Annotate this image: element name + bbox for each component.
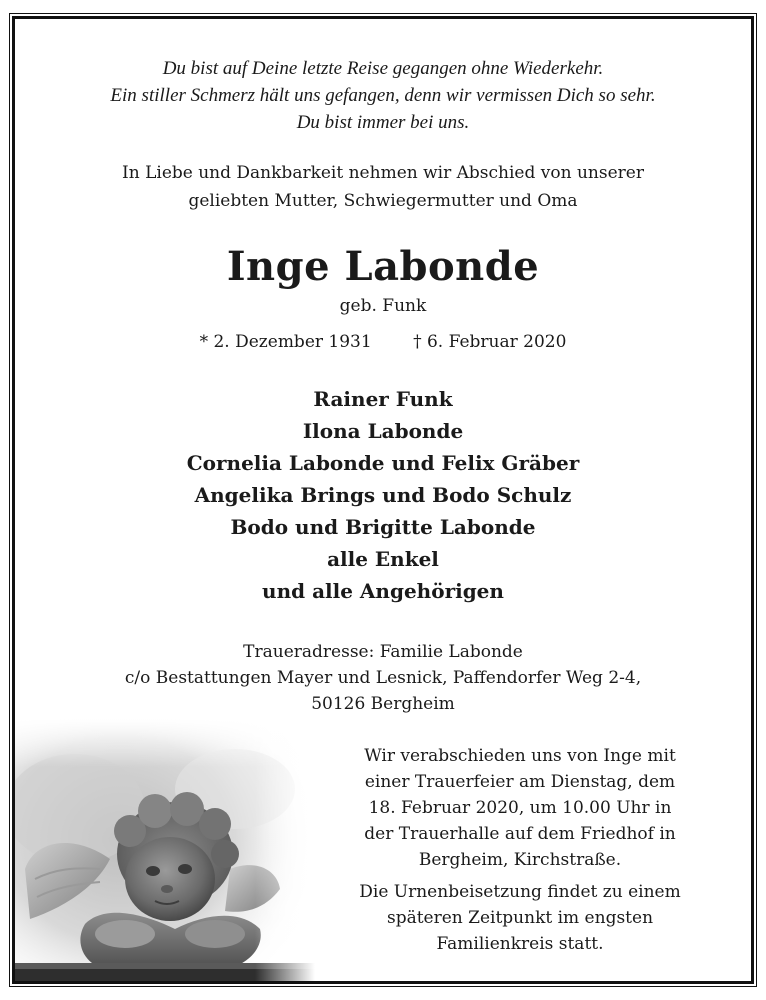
intro-line: In Liebe und Dankbarkeit nehmen wir Abschied von unserer [122,163,644,183]
address-line: c/o Bestattungen Mayer und Lesnick, Paffendorfer Weg 2-4, [124,668,642,688]
death-date: † 6. Februar 2020 [413,332,567,352]
maiden-name: geb. Funk [339,296,427,316]
mourner-entry: Cornelia Labonde und Felix Gräber [186,451,580,475]
mourner-entry: Bodo und Brigitte Labonde [230,515,536,539]
address-line: Traueradresse: Familie Labonde [243,642,523,662]
mourner-entry: Angelika Brings und Bodo Schulz [194,483,572,507]
mourner-entry: Rainer Funk [313,387,453,411]
mourner-entry: Ilona Labonde [302,419,464,443]
mourners-list [15,383,751,607]
poem-line: Ein stiller Schmerz hält uns gefangen, denn wir vermissen Dich so sehr. [110,85,656,106]
service-line: Wir verabschieden uns von Inge mit [364,746,676,766]
funeral-service-details [310,743,730,873]
mourner-entry: alle Enkel [327,547,439,571]
service-line: einer Trauerfeier am Dienstag, dem [364,772,676,792]
poem-line: Du bist immer bei uns. [296,112,470,133]
birth-date: * 2. Dezember 1931 [199,332,372,352]
service-line: 18. Februar 2020, um 10.00 Uhr in [368,798,672,818]
mourning-address [15,639,751,717]
mourner-entry: und alle Angehörigen [262,579,504,603]
poem-line: Du bist auf Deine letzte Reise gegangen ohne Wiederkehr. [162,58,604,79]
farewell-intro [15,159,751,215]
cherub-statue-image [15,719,315,984]
intro-line: geliebten Mutter, Schwiegermutter und Oma [188,191,578,211]
deceased-name: Inge Labonde [226,243,540,290]
obituary-frame [12,16,754,984]
burial-line: Familienkreis statt. [436,934,604,954]
life-dates [15,329,751,355]
burial-line: Die Urnenbeisetzung findet zu einem [359,882,681,902]
service-line: der Trauerhalle auf dem Friedhof in [364,824,676,844]
urn-burial-details [310,879,730,957]
memorial-poem [15,55,751,136]
service-line: Bergheim, Kirchstraße. [418,850,622,870]
burial-line: späteren Zeitpunkt im engsten [386,908,654,928]
address-line: 50126 Bergheim [311,694,455,714]
